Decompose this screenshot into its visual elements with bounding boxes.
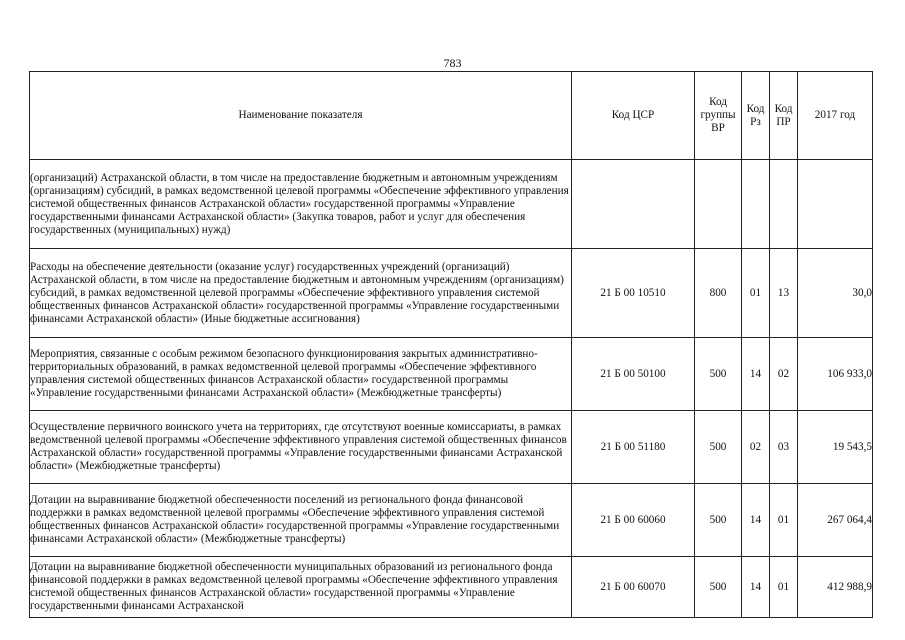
table-header-row: [30, 72, 873, 160]
row-csr: 21 Б 00 10510: [572, 249, 695, 338]
table-row: [30, 484, 873, 557]
row-name: (организаций) Астраханской области, в том числе на предоставление бюджетным и автономным учреждениям (организациям) субсидий, в рамках ведомственной целевой программы «Обеспечение эффективного управления системой общественных финансов Астраханской области» государственной программы «Управление государственными финансами Астраханской области» (Закупка товаров, работ и услуг для обеспечения государственных (муниципальных) нужд): [30, 160, 572, 249]
table-row: [30, 160, 873, 249]
row-amount: 106 933,0: [798, 338, 873, 411]
row-vr: 500: [695, 557, 742, 618]
row-rz: 01: [742, 249, 770, 338]
header-year: 2017 год: [798, 72, 873, 160]
row-name: Мероприятия, связанные с особым режимом безопасного функционирования закрытых административно-территориальных образований, в рамках ведомственной целевой программы «Обеспечение эффективного управления системой общественных финансов Астраханской области» государственной программы «Управление государственными финансами Астраханской области» (Межбюджетные трансферты): [30, 338, 572, 411]
table-row: [30, 411, 873, 484]
row-pr: 01: [770, 484, 798, 557]
header-rz: Код Рз: [742, 72, 770, 160]
row-csr: 21 Б 00 60060: [572, 484, 695, 557]
row-pr: [770, 160, 798, 249]
page-number: 783: [443, 56, 462, 70]
table-row: [30, 557, 873, 618]
row-rz: 14: [742, 557, 770, 618]
row-name: Дотации на выравнивание бюджетной обеспеченности поселений из регионального фонда финансовой поддержки в рамках ведомственной целевой программы «Обеспечение эффективного управления системой общественных финансов Астраханской области» государственной программы «Управление государственными финансами Астраханской области» (Межбюджетные трансферты): [30, 484, 572, 557]
table-row: [30, 338, 873, 411]
row-amount: 30,0: [798, 249, 873, 338]
row-vr: [695, 160, 742, 249]
row-pr: 13: [770, 249, 798, 338]
row-pr: 03: [770, 411, 798, 484]
row-vr: 500: [695, 484, 742, 557]
row-vr: 800: [695, 249, 742, 338]
budget-table: [29, 71, 873, 618]
row-pr: 01: [770, 557, 798, 618]
header-vr: Код группы ВР: [695, 72, 742, 160]
row-vr: 500: [695, 338, 742, 411]
header-csr: Код ЦСР: [572, 72, 695, 160]
row-csr: 21 Б 00 50100: [572, 338, 695, 411]
row-csr: [572, 160, 695, 249]
row-amount: 267 064,4: [798, 484, 873, 557]
row-pr: 02: [770, 338, 798, 411]
row-name: Дотации на выравнивание бюджетной обеспеченности муниципальных образований из регионального фонда финансовой поддержки в рамках ведомственной целевой программы «Обеспечение эффективного управления системой общественных финансов Астраханской области» государственной программы «Управление государственными финансами Астраханской: [30, 557, 572, 618]
row-rz: 14: [742, 338, 770, 411]
header-pr: Код ПР: [770, 72, 798, 160]
row-amount: [798, 160, 873, 249]
row-csr: 21 Б 00 60070: [572, 557, 695, 618]
row-rz: 14: [742, 484, 770, 557]
row-vr: 500: [695, 411, 742, 484]
header-name: Наименование показателя: [30, 72, 572, 160]
row-amount: 19 543,5: [798, 411, 873, 484]
row-csr: 21 Б 00 51180: [572, 411, 695, 484]
row-name: Осуществление первичного воинского учета на территориях, где отсутствуют военные комиссариаты, в рамках ведомственной целевой программы «Обеспечение эффективного управления системой общественных финансов Астраханской области» государственной программы «Управление государственными финансами Астраханской области» (Межбюджетные трансферты): [30, 411, 572, 484]
row-name: Расходы на обеспечение деятельности (оказание услуг) государственных учреждений (организаций) Астраханской области, в том числе на предоставление бюджетным и автономным учреждениям (организациям) субсидий, в рамках ведомственной целевой программы «Обеспечение эффективного управления системой общественных финансов Астраханской области» государственной программы «Управление государственными финансами Астраханской области» (Иные бюджетные ассигнования): [30, 249, 572, 338]
row-amount: 412 988,9: [798, 557, 873, 618]
table-row: [30, 249, 873, 338]
row-rz: 02: [742, 411, 770, 484]
row-rz: [742, 160, 770, 249]
